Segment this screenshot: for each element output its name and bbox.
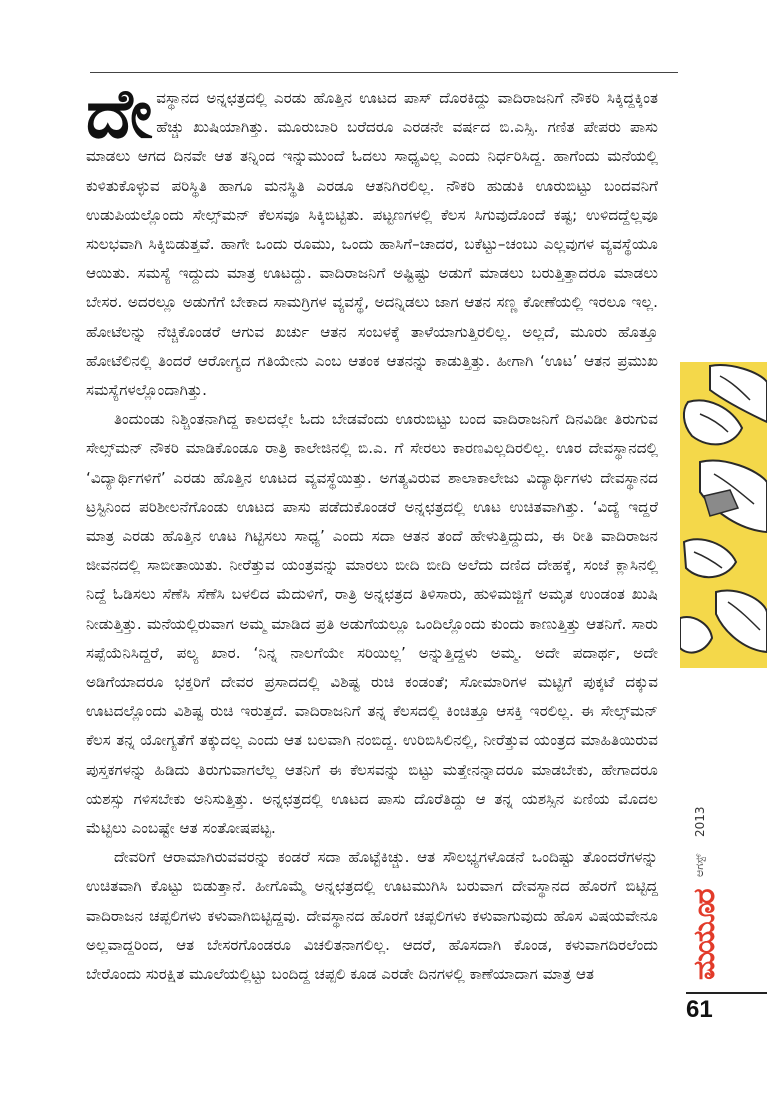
article-body bbox=[86, 75, 658, 989]
paragraph-2: ತಿಂದುಂಡು ನಿಶ್ಚಿಂತನಾಗಿದ್ದ ಕಾಲದಲ್ಲೇ ಓದು ಬೇಡವೆಂದು ಊರುಬಿಟ್ಟು ಬಂದ ವಾದಿರಾಜನಿಗೆ ದಿನವಿಡೀ ತಿರುಗುವ ಸೇಲ್ಸ್‌ಮನ್ ನೌಕರಿ ಮಾಡಿಕೊಂಡೂ ರಾತ್ರಿ ಕಾಲೇಜಿನಲ್ಲಿ ಬಿ.ಎ. ಗೆ ಸೇರಲು ಕಾರಣವಿಲ್ಲದಿರಲಿಲ್ಲ. ಊರ ದೇವಸ್ಥಾನದಲ್ಲಿ ‘ವಿದ್ಯಾರ್ಥಿಗಳಿಗೆ’ ಎರಡು ಹೊತ್ತಿನ ಊಟದ ವ್ಯವಸ್ಥೆಯಿತ್ತು. ಅಗತ್ಯವಿರುವ ಶಾಲಾಕಾಲೇಜು ವಿದ್ಯಾರ್ಥಿಗಳು ದೇವಸ್ಥಾನದ ಟ್ರಸ್ಟಿನಿಂದ ಪರಿಶೀಲನೆಗೊಂಡು ಊಟದ ಪಾಸು ಪಡೆದುಕೊಂಡರೆ ಅನ್ನಛತ್ರದಲ್ಲಿ ಊಟ ಉಚಿತವಾಗಿತ್ತು. ‘ವಿದ್ಯೆ ಇದ್ದರೆ ಮಾತ್ರ ಎರಡು ಹೊತ್ತಿನ ಊಟ ಗಿಟ್ಟಿಸಲು ಸಾಧ್ಯ’ ಎಂದು ಸದಾ ಆತನ ತಂದೆ ಹೇಳುತ್ತಿದ್ದುದು, ಈ ರೀತಿ ವಾದಿರಾಜನ ಜೀವನದಲ್ಲಿ ಸಾಬೀತಾಯಿತು. ನೀರೆತ್ತುವ ಯಂತ್ರವನ್ನು ಮಾರಲು ಬೀದಿ ಬೀದಿ ಅಲೆದು ದಣಿದ ದೇಹಕ್ಕೆ, ಸಂಜೆ ಕ್ಲಾಸಿನಲ್ಲಿ ನಿದ್ದೆ ಓಡಿಸಲು ಸೆಣೆಸಿ ಸೆಣೆಸಿ ಬಳಲಿದ ಮೆದುಳಿಗೆ, ರಾತ್ರಿ ಅನ್ನಛತ್ರದ ತಿಳಿಸಾರು, ಹುಳಿಮಜ್ಜಿಗೆ ಅಮೃತ ಉಂಡಂತ ಖುಷಿ ನೀಡುತ್ತಿತ್ತು. ಮನೆಯಲ್ಲಿರುವಾಗ ಅಮ್ಮ ಮಾಡಿದ ಪ್ರತಿ ಅಡುಗೆಯಲ್ಲೂ ಒಂದಿಲ್ಲೊಂದು ಕುಂದು ಕಾಣುತ್ತಿತ್ತು ಆತನಿಗೆ. ಸಾರು ಸಪ್ಪೆಯೆನಿಸಿದ್ದರೆ, ಪಲ್ಯ ಖಾರ. ‘ನಿನ್ನ ನಾಲಗೆಯೇ ಸರಿಯಿಲ್ಲ’ ಅನ್ನುತ್ತಿದ್ದಳು ಅಮ್ಮ. ಅದೇ ಪದಾರ್ಥ, ಅದೇ ಅಡಿಗೆಯಾದರೂ ಭಕ್ತರಿಗೆ ದೇವರ ಪ್ರಸಾದದಲ್ಲಿ ವಿಶಿಷ್ಟ ರುಚಿ ಕಂಡಂತೆ; ಸೋಮಾರಿಗಳ ಮಟ್ಟಿಗೆ ಪುಕ್ಕಟೆ ದಕ್ಕುವ ಊಟದಲ್ಲೊಂದು ವಿಶಿಷ್ಟ ರುಚಿ ಇರುತ್ತದೆ. ವಾದಿರಾಜನಿಗೆ ತನ್ನ ಕೆಲಸದಲ್ಲಿ ಕಿಂಚಿತ್ತೂ ಆಸಕ್ತಿ ಇರಲಿಲ್ಲ. ಈ ಸೇಲ್ಸ್‌ಮನ್ ಕೆಲಸ ತನ್ನ ಯೋಗ್ಯತೆಗೆ ತಕ್ಕುದಲ್ಲ ಎಂದು ಆತ ಬಲವಾಗಿ ನಂಬಿದ್ದ. ಉರಿಬಿಸಿಲಿನಲ್ಲಿ, ನೀರೆತ್ತುವ ಯಂತ್ರದ ಮಾಹಿತಿಯಿರುವ ಪುಸ್ತಕಗಳನ್ನು ಹಿಡಿದು ತಿರುಗುವಾಗಲೆಲ್ಲ ಆತನಿಗೆ ಈ ಕೆಲಸವನ್ನು ಬಿಟ್ಟು ಮತ್ತೇನನ್ನಾದರೂ ಮಾಡಬೇಕು, ಹೇಗಾದರೂ ಯಶಸ್ಸು ಗಳಿಸಬೇಕು ಅನಿಸುತ್ತಿತ್ತು. ಅನ್ನಛತ್ರದಲ್ಲಿ ಊಟದ ಪಾಸು ದೊರೆತಿದ್ದು ಆ ತನ್ನ ಯಶಸ್ಸಿನ ಏಣಿಯ ಮೊದಲ ಮೆಟ್ಟಿಲು ಎಂಬಷ್ಟೇ ಆತ ಸಂತೋಷಪಟ್ಟ. bbox=[86, 410, 658, 838]
issue-month: ಆಗಸ್ಟ್ bbox=[693, 853, 706, 877]
issue-year: 2013 bbox=[693, 806, 707, 838]
paragraph-3: ದೇವರಿಗೆ ಆರಾಮಾಗಿರುವವರನ್ನು ಕಂಡರೆ ಸದಾ ಹೊಟ್ಟೆಕಿಚ್ಚು. ಆತ ಸೌಲಭ್ಯಗಳೊಡನೆ ಒಂದಿಷ್ಟು ತೊಂದರೆಗಳನ್ನು ಉಚಿತವಾಗಿ ಕೊಟ್ಟು ಬಿಡುತ್ತಾನೆ. ಹೀಗೊಮ್ಮೆ ಅನ್ನಛತ್ರದಲ್ಲಿ ಊಟಮುಗಿಸಿ ಬರುವಾಗ ದೇವಸ್ಥಾನದ ಹೊರಗೆ ಬಿಟ್ಟಿದ್ದ ವಾದಿರಾಜನ ಚಪ್ಪಲಿಗಳು ಕಳುವಾಗಿಬಿಟ್ಟಿದ್ದವು. ದೇವಸ್ಥಾನದ ಹೊರಗೆ ಚಪ್ಪಲಿಗಳು ಕಳುವಾಗುವುದು ಹೊಸ ವಿಷಯವೇನೂ ಅಲ್ಲವಾದ್ದರಿಂದ, ಆತ ಬೇಸರಗೊಂಡರೂ ವಿಚಲಿತನಾಗಲಿಲ್ಲ. ಆದರೆ, ಹೊಸದಾಗಿ ಕೊಂಡ, ಕಳುವಾಗದಿರಲೆಂದು ಬೇರೊಂದು ಸುರಕ್ಷಿತ ಮೂಲೆಯಲ್ಲಿಟ್ಟು ಬಂದಿದ್ದ ಚಪ್ಪಲಿ ಕೂಡ ಎರಡೇ ದಿನಗಳಲ್ಲಿ ಕಾಣೆಯಾದಾಗ ಮಾತ್ರ ಆತ bbox=[86, 848, 658, 984]
magazine-logo: ಮಯೂರ bbox=[687, 890, 722, 980]
margin-illustration bbox=[680, 362, 767, 668]
drop-cap: ದೇ bbox=[86, 75, 153, 154]
paragraph-1-text: ವಸ್ಥಾನದ ಅನ್ನಛತ್ರದಲ್ಲಿ ಎರಡು ಹೊತ್ತಿನ ಊಟದ ಪಾಸ್ ದೊರಕಿದ್ದು ವಾದಿರಾಜನಿಗೆ ನೌಕರಿ ಸಿಕ್ಕಿದ್ದಕ್ಕಿಂತ ಹೆಚ್ಚು ಖುಷಿಯಾಗಿತ್ತು. ಮೂರುಬಾರಿ ಬರೆದರೂ ಎರಡನೇ ವರ್ಷದ ಬಿ.ಎಸ್ಸಿ. ಗಣಿತ ಪೇಪರು ಪಾಸು ಮಾಡಲು ಆಗದ ದಿನವೇ ಆತ ತನ್ನಿಂದ ಇನ್ನುಮುಂದೆ ಓದಲು ಸಾಧ್ಯವಿಲ್ಲ ಎಂದು ನಿರ್ಧರಿಸಿದ್ದ. ಹಾಗೆಂದು ಮನೆಯಲ್ಲಿ ಕುಳಿತುಕೊಳ್ಳುವ ಪರಿಸ್ಥಿತಿ ಹಾಗೂ ಮನಸ್ಥಿತಿ ಎರಡೂ ಆತನಿಗಿರಲಿಲ್ಲ. ನೌಕರಿ ಹುಡುಕಿ ಊರುಬಿಟ್ಟು ಬಂದವನಿಗೆ ಉಡುಪಿಯಲ್ಲೊಂದು ಸೇಲ್ಸ್‌ಮನ್ ಕೆಲಸವೂ ಸಿಕ್ಕಿಬಿಟ್ಟಿತು. ಪಟ್ಟಣಗಳಲ್ಲಿ ಕೆಲಸ ಸಿಗುವುದೊಂದೆ ಕಷ್ಟ; ಉಳಿದದ್ದೆಲ್ಲವೂ ಸುಲಭವಾಗಿ ಸಿಕ್ಕಿಬಿಡುತ್ತವೆ. ಹಾಗೇ ಒಂದು ರೂಮು, ಒಂದು ಹಾಸಿಗೆ–ಚಾದರ, ಬಕೆಟ್ಟು–ಚಂಬು ಎಲ್ಲವುಗಳ ವ್ಯವಸ್ಥೆಯೂ ಆಯಿತು. ಸಮಸ್ಯೆ ಇದ್ದುದು ಮಾತ್ರ ಊಟದ್ದು. ವಾದಿರಾಜನಿಗೆ ಅಷ್ಟಿಷ್ಟು ಅಡುಗೆ ಮಾಡಲು ಬರುತ್ತಿತ್ತಾದರೂ ಮಾಡಲು ಬೇಸರ. ಅದರಲ್ಲೂ ಅಡುಗೆಗೆ ಬೇಕಾದ ಸಾಮಗ್ರಿಗಳ ವ್ಯವಸ್ಥೆ, ಅದನ್ನಿಡಲು ಜಾಗ ಆತನ ಸಣ್ಣ ಕೋಣೆಯಲ್ಲಿ ಇರಲೂ ಇಲ್ಲ. ಹೋಟೆಲನ್ನು ನೆಚ್ಚಿಕೊಂಡರೆ ಆಗುವ ಖರ್ಚು ಆತನ ಸಂಬಳಕ್ಕೆ ತಾಳೆಯಾಗುತ್ತಿರಲಿಲ್ಲ. ಅಲ್ಲದೆ, ಮೂರು ಹೊತ್ತೂ ಹೋಟೆಲಿನಲ್ಲಿ ತಿಂದರೆ ಆರೋಗ್ಯದ ಗತಿಯೇನು ಎಂಬ ಆತಂಕ ಆತನನ್ನು ಕಾಡುತ್ತಿತ್ತು. ಹೀಗಾಗಿ ‘ಊಟ’ ಆತನ ಪ್ರಮುಖ ಸಮಸ್ಯೆಗಳಲ್ಲೊಂದಾಗಿತ್ತು. bbox=[86, 89, 658, 400]
paragraph-1 bbox=[86, 75, 658, 405]
sandals-illustration-icon bbox=[680, 362, 767, 668]
page-number: 61 bbox=[686, 996, 713, 1023]
page-number-rule bbox=[686, 992, 767, 994]
top-rule bbox=[90, 72, 678, 73]
